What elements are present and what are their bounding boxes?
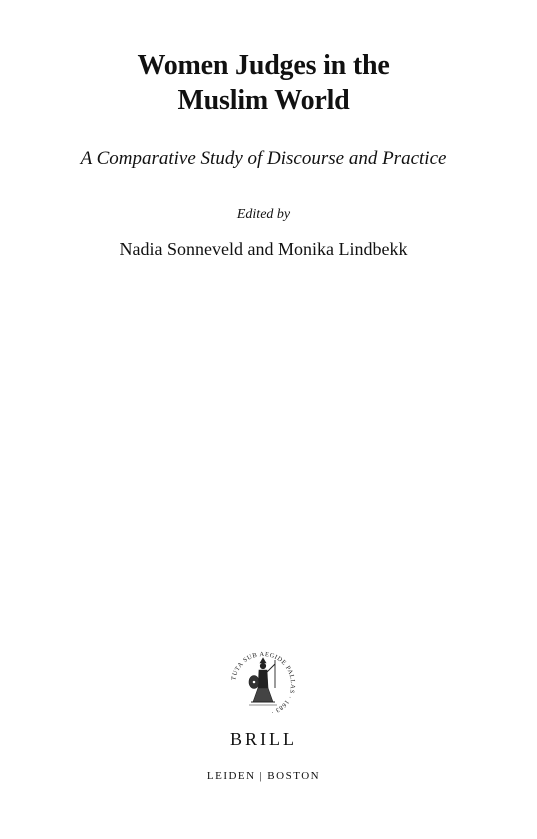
location-leiden: LEIDEN: [206, 770, 256, 782]
editors-names: Nadia Sonneveld and Monika Lindbekk: [119, 239, 408, 259]
location-separator: |: [259, 770, 264, 782]
edited-by-label: Edited by: [236, 207, 291, 222]
book-title-line-1: Women Judges in the: [137, 50, 390, 81]
brill-pallas-athena-seal-icon: [221, 644, 305, 720]
seal-motto: TUTA SUB AEGIDE PALLAS · 1683 ·: [230, 650, 297, 716]
publisher-name: BRILL: [230, 729, 297, 749]
book-subtitle: A Comparative Study of Discourse and Practice: [80, 148, 447, 169]
book-title: [0, 48, 527, 118]
book-title-line-2: Muslim World: [177, 85, 350, 116]
publisher-locations: [0, 768, 527, 784]
location-boston: BOSTON: [267, 770, 321, 782]
